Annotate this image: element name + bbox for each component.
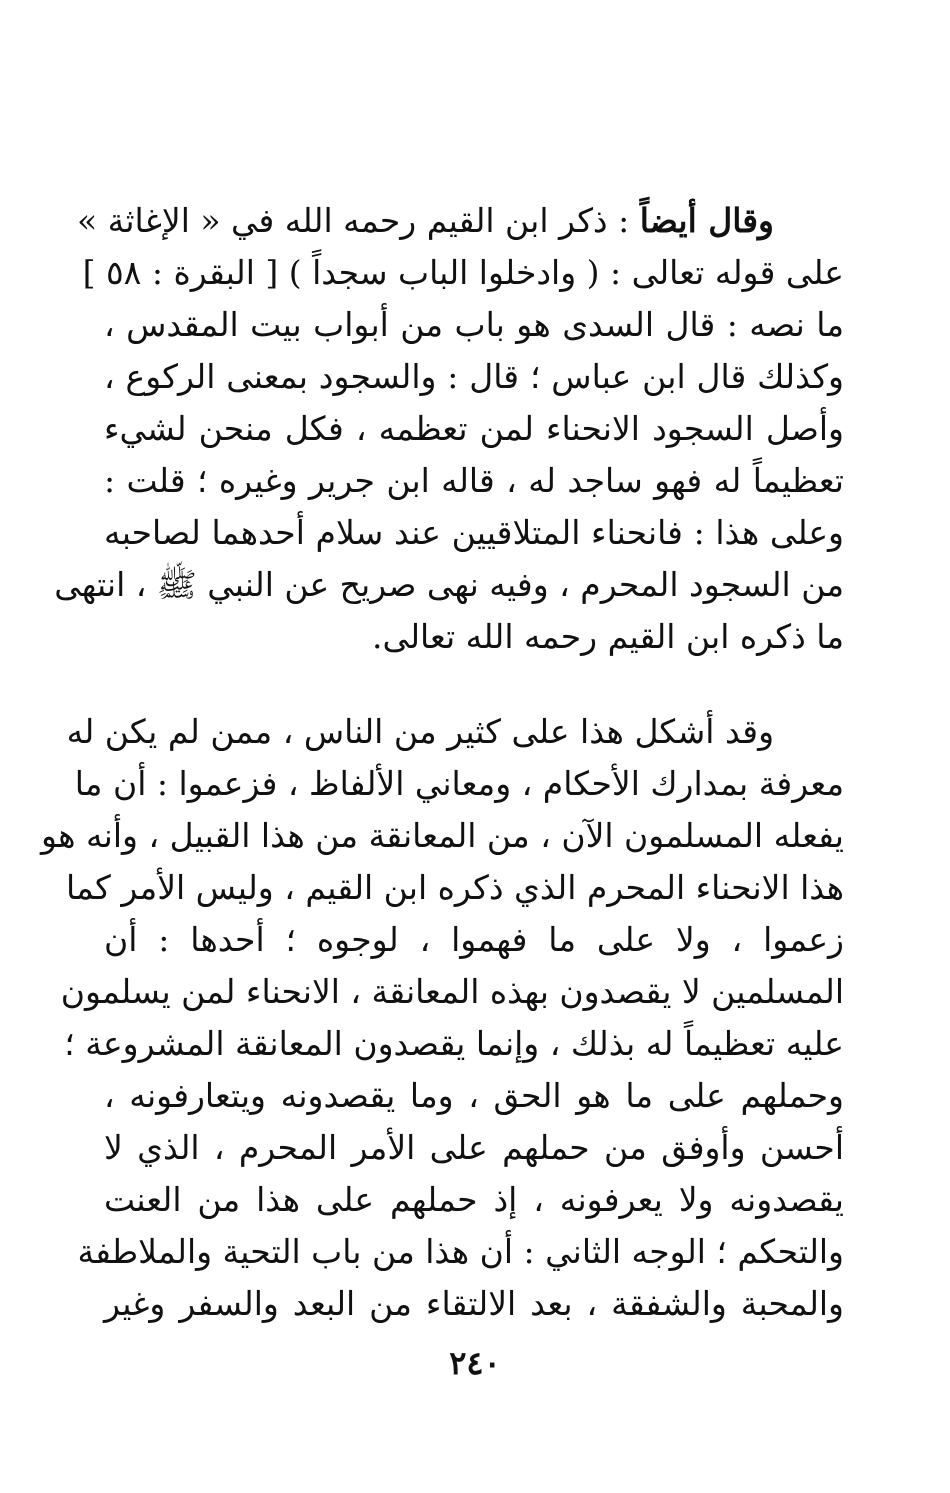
- paragraph-2-line-11: والتحكم ؛ الوجه الثاني : أن هذا من باب التحية والملاطفة: [77, 1232, 844, 1271]
- paragraph-2-line-8: وحملهم على ما هو الحق ، وما يقصدونه ويتعارفونه ،: [104, 1076, 844, 1115]
- paragraph-2-line-5: زعموا ، ولا على ما فهموا ، لوجوه ؛ أحدها : أن: [104, 920, 844, 959]
- paragraph-2-line-12: والمحبة والشفقة ، بعد الالتقاء من البعد والسفر وغير: [104, 1284, 844, 1323]
- paragraph-2-line-7: عليه تعظيماً له بذلك ، وإنما يقصدون المعانقة المشروعة ؛: [64, 1024, 844, 1063]
- paragraph-2-line-10: يقصدونه ولا يعرفونه ، إذ حملهم على هذا من العنت: [104, 1180, 844, 1219]
- paragraph-2-line-9: أحسن وأوفق من حملهم على الأمر المحرم ، الذي لا: [104, 1128, 844, 1167]
- paragraph-1-line-2: على قوله تعالى : ( وادخلوا الباب سجداً ) [ البقرة : ٥٨ ]: [82, 253, 844, 292]
- paragraph-2-line-6: المسلمين لا يقصدون بهذه المعانقة ، الانحناء لمن يسلمون: [60, 972, 844, 1011]
- paragraph-1-line-7: وعلى هذا : فانحناء المتلاقيين عند سلام أحدهما لصاحبه: [104, 513, 844, 552]
- paragraph-1-line-1-rest: : ذكر ابن القيم رحمه الله في « الإغاثة »: [77, 201, 640, 240]
- paragraph-2: [41, 706, 844, 1330]
- paragraph-1-line-4: وكذلك قال ابن عباس ؛ قال : والسجود بمعنى الركوع ،: [104, 357, 844, 396]
- paragraph-1: [54, 195, 844, 663]
- paragraph-1-line-8: من السجود المحرم ، وفيه نهى صريح عن النبي ﷺ ، انتهى: [54, 565, 844, 604]
- lead-bold-text: وقال أيضاً: [639, 201, 774, 240]
- paragraph-2-line-4: هذا الانحناء المحرم الذي ذكره ابن القيم ، وليس الأمر كما: [65, 868, 844, 907]
- paragraph-1-line-5: وأصل السجود الانحناء لمن تعظمه ، فكل منحن لشيء: [104, 409, 844, 448]
- paragraph-1-line-3: ما نصه : قال السدى هو باب من أبواب بيت المقدس ،: [104, 305, 844, 344]
- paragraph-1-line-1: [77, 195, 844, 247]
- paragraph-1-line-6: تعظيماً له فهو ساجد له ، قاله ابن جرير وغيره ؛ قلت :: [104, 461, 844, 500]
- paragraph-2-line-1: وقد أشكل هذا على كثير من الناس ، ممن لم يكن له: [66, 712, 774, 751]
- paragraph-1-line-9: ما ذكره ابن القيم رحمه الله تعالى.: [371, 617, 844, 656]
- page-number: ٢٤٠: [449, 1344, 501, 1382]
- paragraph-2-line-2: معرفة بمدارك الأحكام ، ومعاني الألفاظ ، فزعموا : أن ما: [74, 764, 844, 803]
- paragraph-2-line-3: يفعله المسلمون الآن ، من المعانقة من هذا القبيل ، وأنه هو: [41, 816, 844, 855]
